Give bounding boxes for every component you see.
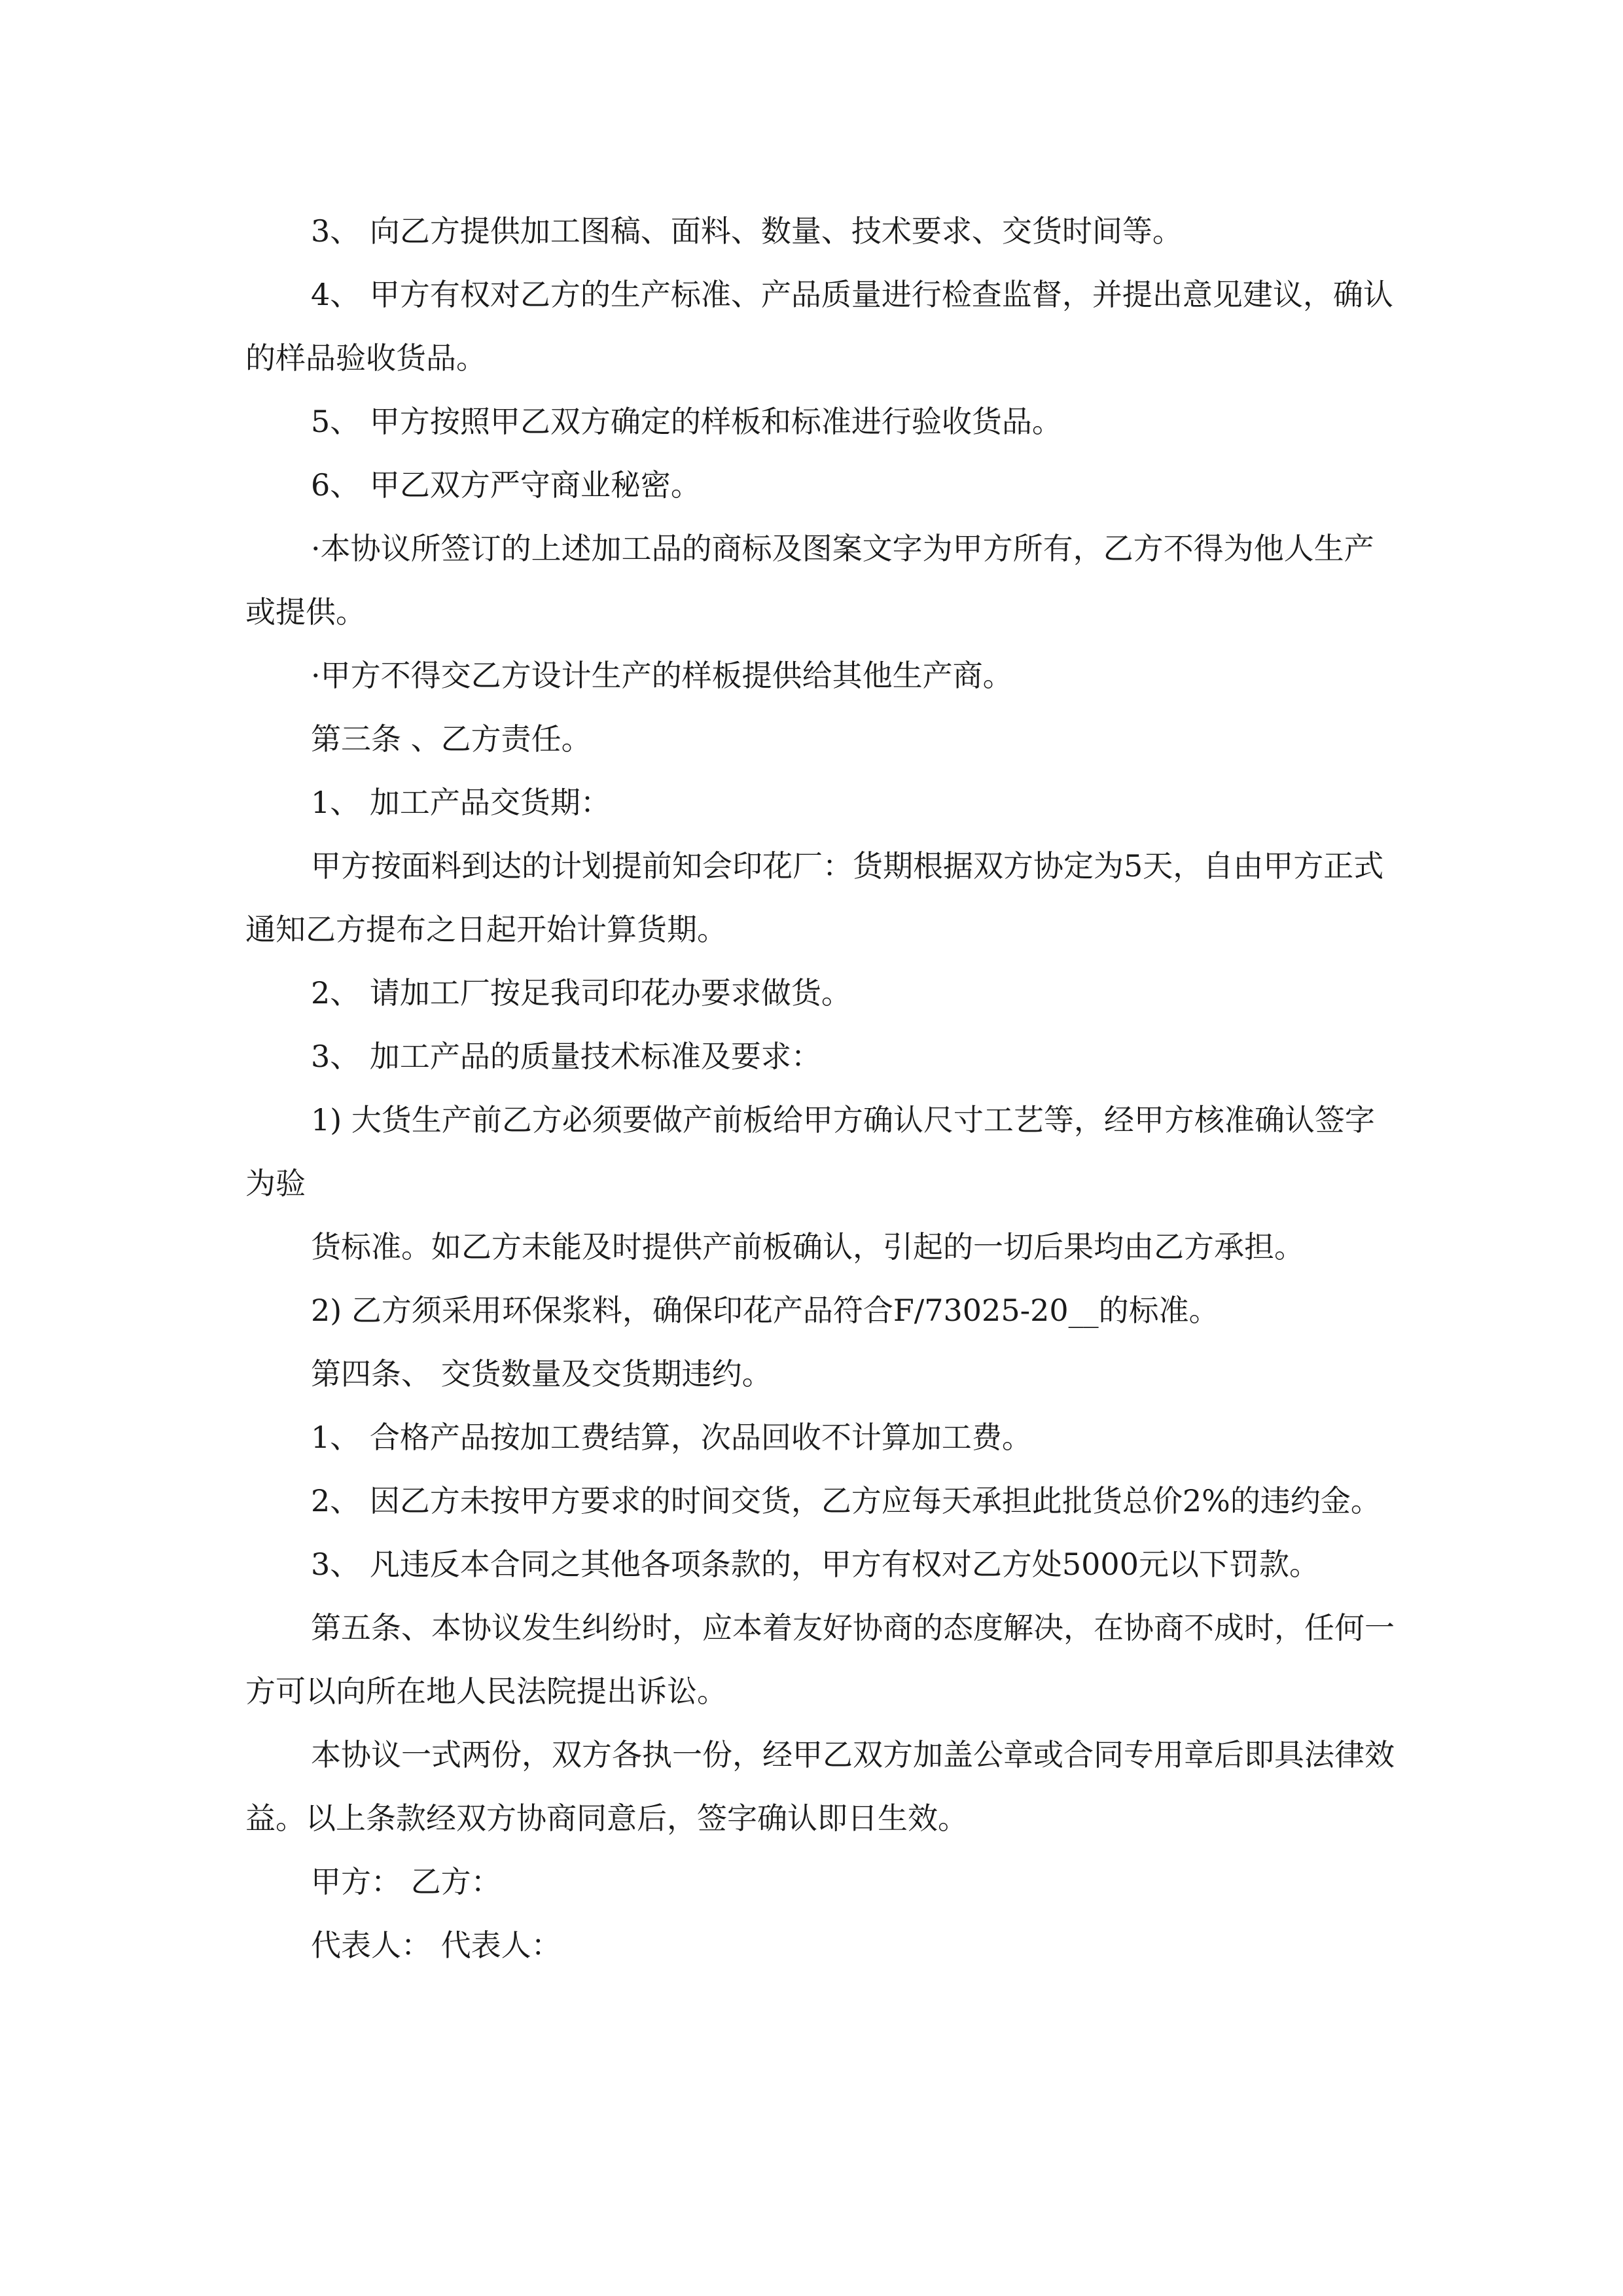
item-3-breach-fine: 3、 凡违反本合同之其他各项条款的，甲方有权对乙方处5000元以下罚款。 bbox=[311, 1547, 1319, 1582]
article-4-heading: 第四条、 交货数量及交货期违约。 bbox=[311, 1356, 772, 1391]
clause-6-confidentiality: 6、 甲乙双方严守商业秘密。 bbox=[311, 467, 701, 503]
delivery-period-detail: 甲方按面料到达的计划提前知会印花厂：货期根据双方协定为5天，自由甲方正式通知乙方提布之日起开始计算货期。 bbox=[245, 848, 1384, 947]
item-2-requirements: 2、 请加工厂按足我司印花办要求做货。 bbox=[311, 975, 851, 1011]
item-1-delivery-period: 1、 加工产品交货期： bbox=[311, 785, 611, 820]
signature-parties: 甲方： 乙方： bbox=[311, 1864, 501, 1899]
article-3-heading: 第三条 、乙方责任。 bbox=[311, 721, 592, 757]
subitem-2-eco-paste: 2) 乙方须采用环保浆料，确保印花产品符合F/73025-20__的标准。 bbox=[311, 1293, 1219, 1328]
bullet-trademark-ownership: ·本协议所签订的上述加工品的商标及图案文字为甲方所有，乙方不得为他人生产或提供。 bbox=[245, 531, 1374, 630]
clause-3-provide-materials: 3、 向乙方提供加工图稿、面料、数量、技术要求、交货时间等。 bbox=[311, 213, 1183, 249]
signature-representatives: 代表人： 代表人： bbox=[311, 1928, 562, 1963]
subitem-1-pre-production-sample: 1) 大货生产前乙方必须要做产前板给甲方确认尺寸工艺等，经甲方核准确认签字为验 bbox=[245, 1102, 1375, 1201]
subitem-1-continuation: 货标准。如乙方未能及时提供产前板确认，引起的一切后果均由乙方承担。 bbox=[311, 1229, 1304, 1265]
clause-4-inspection-right: 4、 甲方有权对乙方的生产标准、产品质量进行检查监督，并提出意见建议，确认的样品验收货品。 bbox=[245, 277, 1393, 376]
item-2-late-penalty: 2、 因乙方未按甲方要求的时间交货，乙方应每天承担此批货总价2%的违约金。 bbox=[311, 1483, 1381, 1518]
article-5-disputes: 第五条、本协议发生纠纷时，应本着友好协商的态度解决，在协商不成时，任何一方可以向所在地人民法院提出诉讼。 bbox=[245, 1610, 1395, 1709]
item-1-settlement: 1、 合格产品按加工费结算，次品回收不计算加工费。 bbox=[311, 1420, 1032, 1455]
clause-5-acceptance: 5、 甲方按照甲乙双方确定的样板和标准进行验收货品。 bbox=[311, 404, 1062, 439]
agreement-copies: 本协议一式两份，双方各执一份，经甲乙双方加盖公章或合同专用章后即具法律效益。以上条款经双方协商同意后，签字确认即日生效。 bbox=[245, 1737, 1395, 1836]
item-3-quality-standards: 3、 加工产品的质量技术标准及要求： bbox=[311, 1039, 821, 1074]
bullet-sample-restriction: ·甲方不得交乙方设计生产的样板提供给其他生产商。 bbox=[311, 658, 1013, 693]
contract-body bbox=[245, 200, 1397, 1977]
